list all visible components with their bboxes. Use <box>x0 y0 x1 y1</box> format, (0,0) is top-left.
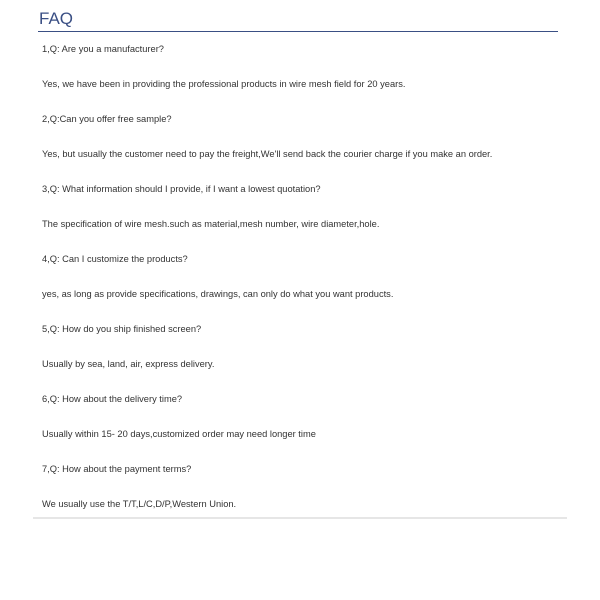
faq-question-3: 3,Q: What information should I provide, if I want a lowest quotation? <box>42 184 321 194</box>
faq-item-5 <box>42 323 562 370</box>
faq-question-4: 4,Q: Can I customize the products? <box>42 254 188 264</box>
faq-item-1 <box>42 43 562 90</box>
faq-answer-2: Yes, but usually the customer need to pay the freight,We'll send back the courier charge if you make an order. <box>42 149 493 159</box>
faq-question-5: 5,Q: How do you ship finished screen? <box>42 324 202 334</box>
faq-question-6: 6,Q: How about the delivery time? <box>42 394 183 404</box>
faq-answer-3: The specification of wire mesh.such as material,mesh number, wire diameter,hole. <box>42 219 380 229</box>
faq-item-4 <box>42 253 562 300</box>
faq-item-7 <box>42 463 562 510</box>
faq-question-7: 7,Q: How about the payment terms? <box>42 464 192 474</box>
faq-header <box>38 6 558 32</box>
faq-item-3 <box>42 183 562 230</box>
bottom-divider <box>33 517 567 519</box>
faq-question-1: 1,Q: Are you a manufacturer? <box>42 44 164 54</box>
faq-answer-5: Usually by sea, land, air, express delivery. <box>42 359 215 369</box>
faq-answer-4: yes, as long as provide specifications, drawings, can only do what you want products. <box>42 289 394 299</box>
faq-item-6 <box>42 393 562 440</box>
faq-answer-6: Usually within 15- 20 days,customized order may need longer time <box>42 429 316 439</box>
faq-list <box>42 43 562 533</box>
page-title: FAQ <box>39 9 74 28</box>
faq-question-2: 2,Q:Can you offer free sample? <box>42 114 172 124</box>
faq-answer-1: Yes, we have been in providing the professional products in wire mesh field for 20 years. <box>42 79 406 89</box>
faq-item-2 <box>42 113 562 160</box>
faq-answer-7: We usually use the T/T,L/C,D/P,Western Union. <box>42 499 237 509</box>
